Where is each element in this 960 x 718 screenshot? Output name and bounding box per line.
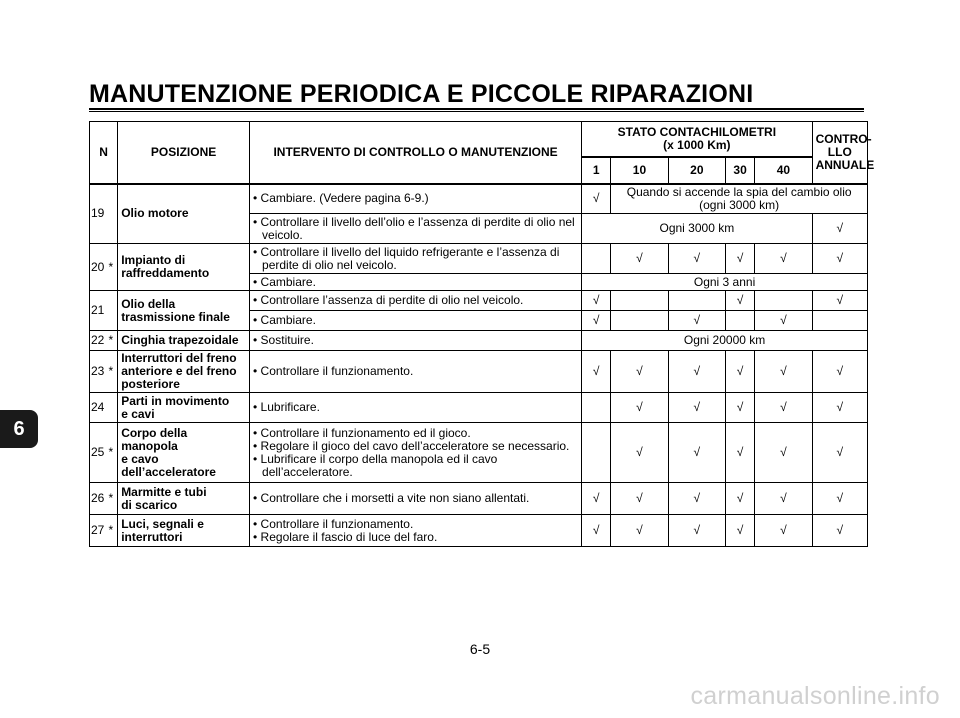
row-number: 24 (90, 393, 105, 423)
row-position-line2: interruttori (121, 529, 183, 544)
row-position-line1: Marmitte e tubi (121, 484, 207, 499)
page-title: MANUTENZIONE PERIODICA E PICCOLE RIPARAZIONI (89, 80, 754, 108)
row-intervention: • Controllare il funzionamento. • Regolare il fascio di luce del faro. (250, 515, 582, 547)
check-mark: √ (812, 423, 867, 483)
row-intervention: • Lubrificare. (250, 393, 582, 423)
row-intervention: • Cambiare. (250, 274, 582, 291)
check-mark: √ (668, 423, 725, 483)
row-position: Olio motore (118, 184, 250, 244)
table-row-26 (90, 483, 868, 515)
check-mark: √ (755, 244, 812, 274)
check-mark: √ (668, 351, 725, 393)
row-intervention: • Controllare il funzionamento ed il gioco. • Regolare il gioco del cavo dell’acceleratore se necessario. • Lubrificare il corpo della manopola ed il cavo dell’acceleratore. (250, 423, 582, 483)
title-underline (89, 108, 864, 110)
check-mark: √ (668, 311, 725, 331)
check-mark: √ (812, 291, 867, 311)
check-mark: √ (668, 393, 725, 423)
row-position-line2: e cavi (121, 406, 155, 421)
row-position: Cinghia trapezoidale (118, 331, 250, 351)
row-position (118, 483, 250, 515)
check-mark: √ (726, 393, 755, 423)
check-mark: √ (812, 244, 867, 274)
table-row-21 (90, 291, 868, 311)
row-position: Impianto di raffreddamento (118, 244, 250, 291)
check-mark: √ (755, 483, 812, 515)
check-mark: √ (611, 244, 668, 274)
check-mark: √ (726, 423, 755, 483)
table-row-25 (90, 423, 868, 483)
check-mark-empty (611, 291, 668, 311)
check-mark: √ (812, 483, 867, 515)
check-mark-empty (582, 244, 611, 274)
row-position-line1: Corpo della manopola (121, 425, 188, 453)
row-position-line1: Luci, segnali e (121, 516, 204, 531)
row-star (105, 184, 118, 244)
row-star (105, 393, 118, 423)
row-intervention: • Controllare il funzionamento. (250, 351, 582, 393)
row-number: 19 (90, 184, 105, 244)
row-note: Ogni 3 anni (582, 274, 868, 291)
table-row-22 (90, 331, 868, 351)
check-mark: √ (611, 351, 668, 393)
header-annual-line2: LLO (827, 144, 852, 159)
check-mark: √ (755, 311, 812, 331)
row-intervention: • Cambiare. (250, 311, 582, 331)
row-number: 21 (90, 291, 105, 331)
table-row-23 (90, 351, 868, 393)
row-star: * (105, 483, 118, 515)
check-mark: √ (812, 515, 867, 547)
check-mark: √ (726, 515, 755, 547)
header-odometer-line1: STATO CONTACHILOMETRI (617, 124, 777, 139)
row-position-line1: Parti in movimento (121, 393, 230, 408)
row-note: Ogni 3000 km (582, 214, 812, 244)
check-mark: √ (582, 311, 611, 331)
row-position-line2: di scarico (121, 497, 178, 512)
table-row-19 (90, 184, 868, 214)
row-star: * (105, 515, 118, 547)
header-km-30: 30 (726, 157, 755, 184)
check-mark-empty (668, 291, 725, 311)
watermark: carmanualsonline.info (690, 682, 940, 710)
check-mark: √ (582, 351, 611, 393)
check-mark-empty (582, 423, 611, 483)
table-row-24 (90, 393, 868, 423)
check-mark: √ (668, 244, 725, 274)
row-number: 26 (90, 483, 105, 515)
row-position (118, 393, 250, 423)
check-mark: √ (611, 515, 668, 547)
table-row-20 (90, 244, 868, 274)
check-mark: √ (668, 483, 725, 515)
check-mark: √ (611, 483, 668, 515)
check-mark: √ (582, 184, 611, 214)
row-intervention: • Controllare che i morsetti a vite non siano allentati. (250, 483, 582, 515)
row-note: Ogni 20000 km (582, 331, 868, 351)
row-intervention: • Sostituire. (250, 331, 582, 351)
check-mark: √ (812, 393, 867, 423)
check-mark-empty (611, 311, 668, 331)
check-mark: √ (755, 423, 812, 483)
row-number: 23 (90, 351, 105, 393)
header-n: N (90, 122, 118, 184)
row-number: 22 (90, 331, 105, 351)
check-mark: √ (755, 515, 812, 547)
row-number: 20 (90, 244, 105, 291)
row-star: * (105, 331, 118, 351)
header-km-20: 20 (668, 157, 725, 184)
row-position: Olio della trasmissione finale (118, 291, 250, 331)
row-star: * (105, 351, 118, 393)
check-mark: √ (755, 393, 812, 423)
row-star: * (105, 423, 118, 483)
header-annual-line1: CONTRO- (815, 131, 872, 146)
header-odometer-line2: (x 1000 Km) (663, 137, 731, 152)
header-km-1: 1 (582, 157, 611, 184)
check-mark: √ (812, 351, 867, 393)
row-position-line2: e cavo dell’acceleratore (121, 451, 216, 479)
check-mark: √ (812, 214, 867, 244)
check-mark-empty (582, 393, 611, 423)
maintenance-table (89, 121, 875, 547)
header-km-10: 10 (611, 157, 668, 184)
check-mark-empty (812, 311, 867, 331)
check-mark: √ (755, 351, 812, 393)
header-odometer (582, 122, 812, 157)
page-number: 6-5 (469, 641, 491, 657)
header-intervention: INTERVENTO DI CONTROLLO O MANUTENZIONE (250, 122, 582, 184)
row-position: Interruttori del freno anteriore e del freno posteriore (118, 351, 250, 393)
row-note: Quando si accende la spia del cambio olio (ogni 3000 km) (611, 184, 868, 214)
check-mark: √ (611, 393, 668, 423)
header-position: POSIZIONE (118, 122, 250, 184)
row-intervention: • Cambiare. (Vedere pagina 6-9.) (250, 184, 582, 214)
check-mark-empty (726, 311, 755, 331)
check-mark-empty (755, 291, 812, 311)
row-position (118, 515, 250, 547)
check-mark: √ (726, 483, 755, 515)
table-row-27 (90, 515, 868, 547)
check-mark: √ (726, 351, 755, 393)
chapter-tab[interactable]: 6 (0, 410, 38, 448)
row-star (105, 291, 118, 331)
header-annual (812, 122, 875, 184)
check-mark: √ (582, 483, 611, 515)
row-position (118, 423, 250, 483)
row-intervention: • Controllare il livello dell’olio e l’assenza di perdite di olio nel veicolo. (250, 214, 582, 244)
title-underline-thin (89, 111, 864, 112)
row-number: 25 (90, 423, 105, 483)
check-mark: √ (726, 244, 755, 274)
header-annual-line3: ANNUALE (815, 157, 875, 172)
check-mark: √ (668, 515, 725, 547)
check-mark: √ (611, 423, 668, 483)
row-intervention: • Controllare il livello del liquido refrigerante e l’assenza di perdite di olio nel veicolo. (250, 244, 582, 274)
header-km-40: 40 (755, 157, 812, 184)
check-mark: √ (582, 515, 611, 547)
check-mark: √ (582, 291, 611, 311)
check-mark: √ (726, 291, 755, 311)
row-number: 27 (90, 515, 105, 547)
row-star: * (105, 244, 118, 291)
row-intervention: • Controllare l’assenza di perdite di olio nel veicolo. (250, 291, 582, 311)
